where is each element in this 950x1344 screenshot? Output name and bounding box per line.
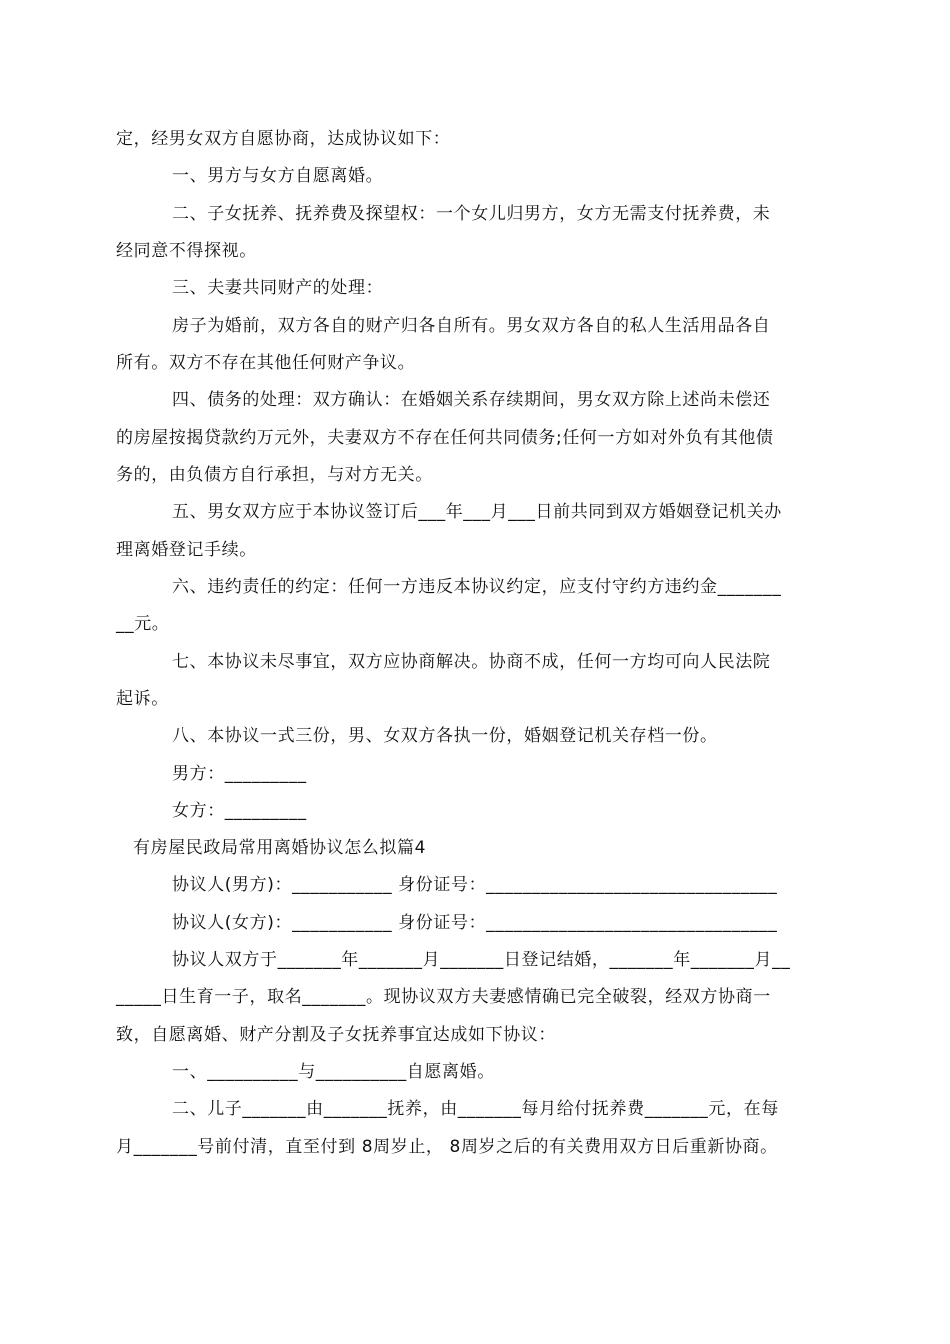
clause-eight-line: 八、本协议一式三份，男、女双方各执一份，婚姻登记机关存档一份。 (172, 726, 718, 746)
clause-four-continuation: 务的，由负债方自行承担，与对方无关。 (116, 465, 433, 485)
clause-seven-line: 七、本协议未尽事宜，双方应协商解决。协商不成，任何一方均可向人民法院 (172, 652, 771, 672)
clause-two-line: 二、子女抚养、抚养费及探望权：一个女儿归男方，女方无需支付抚养费，未 (172, 204, 771, 224)
marriage-date-line: 协议人双方于_______年_______月_______日登记结婚，_______年_______月__ (172, 950, 791, 970)
clause-three-line: 三、夫妻共同财产的处理： (172, 278, 384, 298)
clause-one-line: 一、男方与女方自愿离婚。 (172, 166, 384, 186)
party-female-line: 协议人(女方)：___________ 身份证号：________________________________ (172, 913, 778, 933)
agreement-clause-one: 一、__________与__________自愿离婚。 (172, 1062, 495, 1082)
section-heading: 有房屋民政局常用离婚协议怎么拟篇4 (133, 838, 427, 858)
male-signature-line: 男方：_________ (172, 764, 307, 784)
agreement-clause-two: 二、儿子_______由_______抚养，由_______每月给付抚养费_______元，在每 (172, 1099, 779, 1119)
property-line: 房子为婚前，双方各自的财产归各自所有。男女双方各自的私人生活用品各自 (172, 316, 771, 336)
marriage-date-continuation: 致，自愿离婚、财产分割及子女抚养事宜达成如下协议： (116, 1025, 556, 1045)
property-continuation: 所有。双方不存在其他任何财产争议。 (116, 353, 416, 373)
clause-two-continuation: 经同意不得探视。 (116, 241, 257, 261)
clause-six-line: 六、违约责任的约定：任何一方违反本协议约定，应支付守约方违约金_______ (172, 577, 782, 597)
clause-five-continuation: 理离婚登记手续。 (116, 540, 257, 560)
female-signature-line: 女方：_________ (172, 801, 307, 821)
marriage-date-continuation: _____日生育一子，取名_______。现协议双方夫妻感情确已完全破裂，经双方协商一 (116, 987, 771, 1007)
clause-four-line: 四、债务的处理：双方确认：在婚姻关系存续期间，男女双方除上述尚未偿还 (172, 390, 771, 410)
paragraph-line: 定，经男女双方自愿协商，达成协议如下： (116, 129, 451, 149)
clause-five-line: 五、男女双方应于本协议签订后___年___月___日前共同到双方婚姻登记机关办 (172, 502, 782, 522)
clause-seven-continuation: 起诉。 (116, 689, 169, 709)
clause-four-continuation: 的房屋按揭贷款约万元外，夫妻双方不存在任何共同债务;任何一方如对外负有其他债 (116, 428, 774, 448)
party-male-line: 协议人(男方)：___________ 身份证号：________________________________ (172, 875, 778, 895)
clause-six-continuation: __元。 (116, 614, 170, 634)
agreement-clause-two-continuation: 月_______号前付清，直至付到 8周岁止， 8周岁之后的有关费用双方日后重新协商。 (116, 1137, 778, 1157)
